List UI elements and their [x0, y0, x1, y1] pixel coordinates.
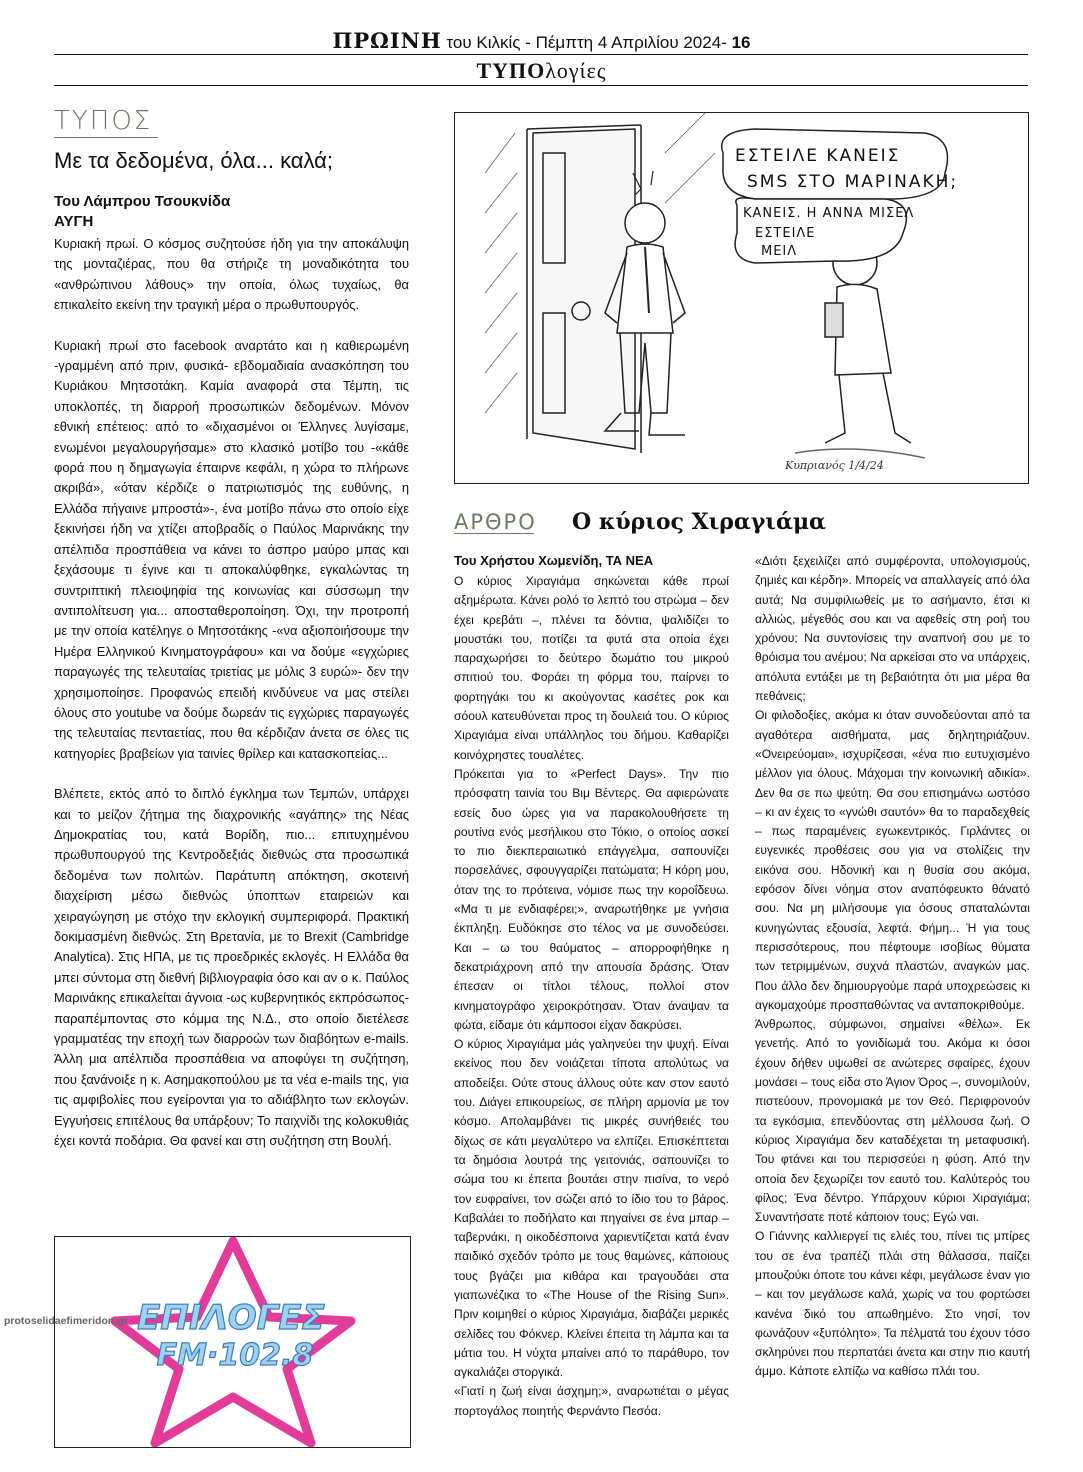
left-paragraph-2: Κυριακή πρωί στο facebook αναρτάτο και η καθιερωμένη -γραμμένη από πριν, φυσικά- εβδομαδιαία ανασκόπηση του Κυριάκου Μητσοτάκη. Καμία αναφορά στα Τέμπη, τις υποκλοπές, τη διαρροή προσωπικών δεδομένων. Μόνον εθνική επέτειος: από το «διχασμένοι οι Έλληνες λυγίσαμε, ενωμένοι μεγαλουργήσαμε» στο κλασικό μοτίβο του -«κάθε φορά που η δημαγωγία έπαιρνε κεφάλι, η χώρα το πλήρωνε ακριβά», «όταν κέρδιζε ο πατριωτισμός της ευθύνης, η Ελλάδα πήγαινε μπροστά»-, ένα μοτίβο πάνω στο οποίο είχε ξεκινήσει ήδη να χτίζει αποβραδίς ο Παύλος Μαρινάκης την απέλπιδα προσπάθεια να κάνει το άσπρο μαύρο μπας και ξεχάσουμε τι έγινε και τι αποκαλύφθηκε, εγκαλώντας τη συντριπτική πλειοψηφία της κοινωνίας και σύσσωμη την αντιπολίτευση για... αποσταθεροποίηση. Όχι, την προτροπή με την οποία κατέληγε ο Μητσοτάκης -«να αξιοποιήσουμε την Ημέρα Ελληνικού Κινηματογράφου» και να δούμε «εγχώριες παραγωγές της τελευταίας τριετίας με μόλις 3 ευρώ»- δεν την χρησιμοποίησε. Προφανώς επειδή κινδύνευε να μας στείλει όλους στο youtube να δούμε δωρεάν τις εγχώριες παραγωγές της τελευταίας πενταετίας, που θα κέρδιζαν άνετα σε όλες τις κατηγορίες βραβείων για ταινίες θρίλερ και κατασκοπείας... [54, 337, 409, 761]
door-frame [533, 129, 635, 449]
left-paragraph-3: Βλέπετε, εκτός από το διπλό έγκλημα των Τεμπών, υπάρχει και το μείζον ζήτημα της διαχρονικής «αγάπης» της Νέας Δημοκρατίας του, κατά Βορίδη, πιο... επιτυχημένου πρωθυπουργού της Κεντροδεξιάς διεθνώς στα προσωπικά δεδομένα των πολιτών. Παράτυπη απόκτηση, σκοτεινή διαχείριση μέσω διεθνώς ύποπτων εταιρειών και χειραγώγηση με στόχο την εκλογική συμπεριφορά. Πρακτική δοκιμασμένη διεθνώς. Στη Βρετανία, με το Brexit (Cambridge Analytica). Στις ΗΠΑ, με τις προεδρικές εκλογές. Η Ελλάδα θα μπει σύντομα στη διεθνή βιβλιογραφία όσο και αν ο κ. Παύλος Μαρινάκης επικαλείται άγνοια -ως κυβερνητικός εκπρόσωπος- παραπέμποντας στο κόμμα της Ν.Δ., στο οποίο διετέλεσε γραμματέας την εποχή των διαρροών των διαβόητων e-mails. Άλλη μια απέλπιδα προσπάθεια να αποφύγει τη συζήτηση, που ξανάνοιξε η κ. Ασημακοπούλου με τα νέα e-mails της, για τις αμφιβολίες που εγείρονται για το αδιάβλητο των εκλογών. Εγγυήσεις επιτέλους θα υπάρξουν; Το παιχνίδι της κολοκυθιάς έχει κοντά ποδάρια. Θα φανεί και στη συζήτηση στη Βουλή. [54, 786, 409, 1149]
watermark: protoselidaefimeridon.gr [4, 1315, 128, 1327]
typos-underline [54, 137, 158, 138]
cartoon-drawing [455, 113, 1028, 483]
section-title-bold: ΤΥΠΟ [476, 58, 546, 83]
typos-label: ΤΥΠΟΣ [54, 106, 153, 136]
page-number: 16 [731, 33, 751, 52]
section-rule [54, 85, 1028, 86]
bubble-2-line-2: ΕΣΤΕΙΛΕ [755, 226, 816, 241]
bubble-2-line-1: ΚΑΝΕΙΣ. Η ΑΝΝΑ ΜΙΣΕΛ [743, 206, 915, 221]
right-col2-paragraph-3: Άνθρωπος, σύμφωνοι, σημαίνει «θέλω». Εκ γενετής. Από το γονιδίωμά του. Ακόμα κι όσοι έχουν δήθεν υψωθεί σε ανώτερες σφαίρες, έχουν μονάσει – τους είδα στο Άγιον Όρος –, συνομιλούν, πιστεύουν, προνομιακά με τον Θεό. Περιφρονούν τα εγκόσμια, επενδύοντας στη μέλλουσα ζωή. Ο κύριος Χιραγιάμα δεν καταδέχεται τη μεταφυσική. Του φτάνει και του περισσεύει η φύση. Από την οποία δεν ξεχωρίζει τον εαυτό του. Καλύτερός του φίλος; Ένα δέντρο. Υπάρχουν κύριοι Χιραγιάμα; Συναντήσατε ποτέ κάποιον τους; Εγώ ναι. [755, 1017, 1030, 1225]
section-title [0, 58, 1083, 84]
left-byline [54, 192, 230, 232]
right-column-1 [454, 572, 729, 1421]
left-source: ΑΥΓΗ [54, 213, 94, 230]
right-article-title: Ο κύριος Χιραγιάμα [572, 509, 826, 535]
right-column-2 [755, 552, 1030, 1382]
masthead [0, 28, 1083, 54]
arthro-label: ΑΡΘΡΟ [454, 510, 537, 534]
right-col1-paragraph-2: Πρόκειται για το «Perfect Days». Την πιο πρόσφατη ταινία του Βιμ Βέντερς. Θα αφιερώνατε εσείς δυο ώρες για να παρακολουθήσετε τη ρουτίνα ενός μεσήλικου στο Τόκιο, ο οποίος ασκεί το πιο διεκπεραιωτικό επάγγελμα, σαπουνίζει πορσελάνες, σφουγγαρίζει πατώματα; Η κόρη μου, όταν της το πρότεινα, νόμισε πως την κοροΐδευω. «Μα τι με ενδιαφέρει;», αναρωτήθηκε με γνήσια έκπληξη. Ευδόκησε στο τέλος να με συνοδεύσει. Και – ω του θαύματος – απορροφήθηκε η δεκατριάχρονη από την απουσία δράσης. Όταν έπεσαν οι τίτλοι τέλους, πολλοί στον κινηματογράφο χειροκρότησαν. Όταν άναψαν τα φώτα, είδαμε ότι κάμποσοι είχαν δακρύσει. [454, 766, 729, 1032]
man-head-left [625, 203, 665, 243]
bubble-1-line-2: SMS ΣΤΟ ΜΑΡΙΝΑΚΗ; [747, 172, 959, 192]
cartoon-signature: Κυπριανός 1/4/24 [785, 459, 884, 472]
right-col2-paragraph-4: Ο Γιάννης καλλιεργεί τις ελιές του, πίνει τις μπίρες του σε ένα τραπέζι πλάι στη θάλασσα, παίζει μπουζούκι όποτε του κάνει κέφι, μεγάλωσε έναν γιο – και τον μεγάλωσε καλά, χωρίς να του φορτώσει κανένα δικό του απωθημένο. Στο νησί, τον φωνάζουν «ξυπόλητο». Τα πέλματά του έχουν τόσο σκληρύνει που περπατάει άνετα και στην πιο καυτή άμμο. Κάποτε ελπίζω να καθίσω πλάι του. [755, 1229, 1030, 1379]
ad-line-1: ΕΠΙΛΟΓΕΣ [137, 1298, 325, 1338]
left-author: Του Λάμπρου Τσουκνίδα [54, 193, 231, 210]
right-col2-paragraph-1: «Διότι ξεχειλίζει από συμφέροντα, υπολογισμούς, ζημιές και κέρδη». Μπορείς να απαλλαγείς από όλα αυτά; Να συμφιλιωθείς με το ασήμαντο, έτσι κι αλλιώς, μέγεθός σου και να αφεθείς στη ροή του χρόνου; Να συντονίσεις την αναπνοή σου με το θρόισμα του ανέμου; Να αρκείσαι στο να υπάρχεις, απόλυτα εντάξει με τη βεβαιότητα ότι μια μέρα θα πεθάνεις; [755, 554, 1030, 704]
left-article-title: Με τα δεδομένα, όλα... καλά; [54, 148, 334, 173]
bubble-2-line-3: ΜΕΙΛ [761, 244, 798, 259]
masthead-date: του Κιλκίς - Πέμπτη 4 Απριλίου 2024- [446, 33, 727, 52]
arthro-underline [454, 533, 534, 534]
right-col2-paragraph-2: Οι φιλοδοξίες, ακόμα κι όταν συνοδεύονται από τα αγαθότερα αισθήματα, μας δηλητηριάζουν. «Ονειρεύομαι», ισχυρίζεσαι, «ένα πιο ευτυχισμένο μέλλον για όλους. Μάχομαι την κοινωνική αδικία». Δεν θα σε πω ψεύτη. Θα σου επισημάνω ωστόσο – κι αν έχεις το «γνώθι σαυτόν» θα το παραδεχθείς – πως παραμένεις εγωκεντρικός. Γιρλάντες οι ευγενικές προθέσεις σου για να στολίζεις την εικόνα σου. Ηδονική και η θυσία σου ακόμα, εφόσον δίνει νόημα στον αναπόφευκτο θάνατό σου. Να μη μιλήσουμε για όσους σπαταλώνται κυνηγώντας εξουσία, λεφτά. Φήμη... Ή για τους περισσότερους, που πέφτουμε ισοβίως θύματα των τετριμμένων, συχνά πλαστών, αναγκών μας. Που άλλο δεν δημιουργούμε παρά υποχρεώσεις κι αγκομαχούμε προσπαθώντας να ανταποκριθούμε. [755, 708, 1030, 1012]
left-paragraph-1: Κυριακή πρωί. Ο κόσμος συζητούσε ήδη για την αποκάλυψη της μονταζιέρας, που θα στήριζε τη μοναδικότητα του «ανθρώπινου λάθους» την οποία, όλως τυχαίως, θα επικαλείτο εκείνη την τραγική μέρα ο πρωθυπουργός. [54, 236, 409, 313]
radio-ad [54, 1236, 411, 1448]
right-col1-paragraph-1: Ο κύριος Χιραγιάμα σηκώνεται κάθε πρωί αξημέρωτα. Κάνει ρολό το λεπτό του στρώμα – δεν έχει κρεβάτι –, πλένει τα δόντια, ψαλιδίζει το μουστάκι του, ποτίζει τα φυτά στα οποία έχει παραχωρήσει το δεύτερο δωμάτιο του μικρού σπιτιού του. Φοράει τη φόρμα του, παίρνει το φορτηγάκι του κι ακούγοντας κασέτες ροκ και σόουλ κατευθύνεται προς τη δουλειά του. Ο κύριος Χιραγιάμα είναι υπάλληλος του δήμου. Καθαρίζει κοινόχρηστες τουαλέτες. [454, 574, 729, 762]
left-article-body [54, 234, 409, 1151]
masthead-rule [54, 54, 1028, 55]
right-byline: Του Χρήστου Χωμενίδη, ΤΑ ΝΕΑ [454, 553, 654, 568]
right-col1-paragraph-3: Ο κύριος Χιραγιάμα μάς γαληνεύει την ψυχή. Είναι εκείνος που δεν νοιάζεται τίποτα απολύτως να αποδείξει. Ούτε στους άλλους ούτε καν στον εαυτό του. Διάγει επικουρείως, σε πλήρη αρμονία με τον κόσμο. Απολαμβάνει τις μικρές συνήθειές του δίχως σε κάτι μεγαλύτερο να ελπίζει. Επισκέπτεται τα δημόσια λουτρά της γειτονιάς, σαπουνίζει το σώμα του κι έπειτα βουτάει στην πισίνα, το νερό τον ευφραίνει, τον σώζει από το ίδιο του το βάρος. Καβαλάει το ποδήλατο και πηγαίνει σε ένα μπαρ – ταβερνάκι, η οικοδέσποινα χαριεντίζεται κατά έναν παιδικό σχεδόν τρόπο με τους θαμώνες, κάποιους τους βγάζει μια κιθάρα και τραγουδάει στα γιαπωνέζικα το «The House of the Rising Sun». Πριν κοιμηθεί ο κύριος Χιραγιάμα, διαβάζει μερικές σελίδες του Φόκνερ. Κλείνει έπειτα τη λάμπα και τα μάτια του. Η νύχτα μπαίνει από το παράθυρο, τον αγκαλιάζει στοργικά. [454, 1037, 729, 1380]
section-title-rest: λογίες [545, 58, 607, 83]
bubble-1-line-1: ΕΣΤΕΙΛΕ ΚΑΝΕΙΣ [735, 146, 901, 166]
newspaper-brand: ΠΡΩΙΝΗ [332, 28, 442, 53]
right-col1-paragraph-4: «Γιατί η ζωή είναι άσχημη;», αναρωτιέται ο μέγας πορτογάλος ποιητής Φερνάντο Πεσόα. [454, 1384, 729, 1418]
star-logo [55, 1237, 410, 1447]
ad-line-2: FM·102.8 [156, 1338, 314, 1373]
cartoon [454, 112, 1029, 484]
